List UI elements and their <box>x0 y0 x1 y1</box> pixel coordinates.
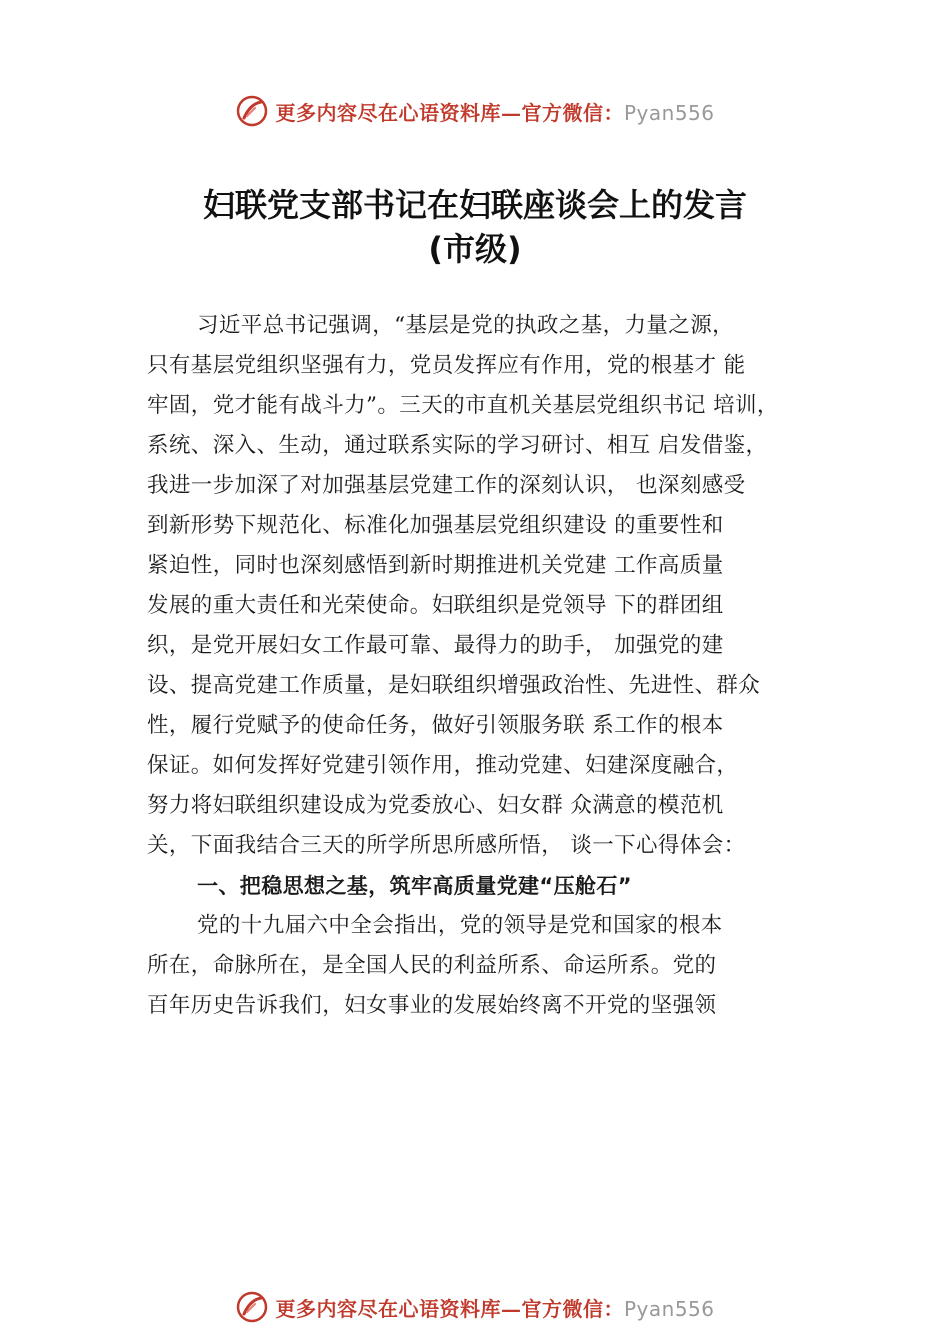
body-line: 到新形势下规范化、标准化加强基层党组织建设 的重要性和 <box>147 513 724 538</box>
body-line: 努力将妇联组织建设成为党委放心、妇女群 众满意的模范机 <box>147 793 724 818</box>
document-title: 妇联党支部书记在妇联座谈会上的发言 <box>202 186 747 224</box>
wechat-id: Pyan556 <box>623 1296 715 1321</box>
body-line: 性，履行党赋予的使命任务，做好引领服务联 系工作的根本 <box>147 713 724 738</box>
brush-logo-icon <box>235 94 269 128</box>
brush-logo-icon <box>235 1290 269 1324</box>
section-heading: 一、把稳思想之基，筑牢高质量党建“压舱石” <box>197 874 633 898</box>
watermark-text: 更多内容尽在心语资料库—官方微信：Pyan556 <box>275 100 715 125</box>
body-line: 习近平总书记强调，“基层是党的执政之基，力量之源， <box>197 313 734 338</box>
body-line: 紧迫性，同时也深刻感悟到新时期推进机关党建 工作高质量 <box>147 553 724 578</box>
body-line: 织，是党开展妇女工作最可靠、最得力的助手， 加强党的建 <box>147 633 724 658</box>
body-line: 百年历史告诉我们，妇女事业的发展始终离不开党的坚强领 <box>147 993 717 1018</box>
body-line: 关，下面我结合三天的所学所思所感所悟， 谈一下心得体会： <box>147 833 746 858</box>
body-line: 所在，命脉所在，是全国人民的利益所系、命运所系。党的 <box>147 953 717 978</box>
body-line: 系统、深入、生动，通过联系实际的学习研讨、相互 启发借鉴， <box>147 433 768 458</box>
body-line: 发展的重大责任和光荣使命。妇联组织是党领导 下的群团组 <box>147 593 724 618</box>
header-watermark-banner <box>0 94 950 128</box>
body-line: 只有基层党组织坚强有力，党员发挥应有作用，党的根基才 能 <box>147 353 746 378</box>
footer-watermark-banner <box>0 1290 950 1324</box>
body-line: 保证。如何发挥好党建引领作用，推动党建、妇建深度融合， <box>147 753 739 778</box>
body-line: 我进一步加深了对加强基层党建工作的深刻认识， 也深刻感受 <box>147 473 746 498</box>
body-line: 党的十九届六中全会指出，党的领导是党和国家的根本 <box>197 913 723 938</box>
watermark-text: 更多内容尽在心语资料库—官方微信：Pyan556 <box>275 1296 715 1321</box>
body-line: 设、提高党建工作质量，是妇联组织增强政治性、先进性、群众 <box>147 673 761 698</box>
document-subtitle: (市级) <box>428 230 522 268</box>
wechat-id: Pyan556 <box>623 100 715 125</box>
body-line: 牢固，党才能有战斗力”。三天的市直机关基层党组织书记 培训， <box>147 393 779 418</box>
document-body <box>147 306 847 1026</box>
